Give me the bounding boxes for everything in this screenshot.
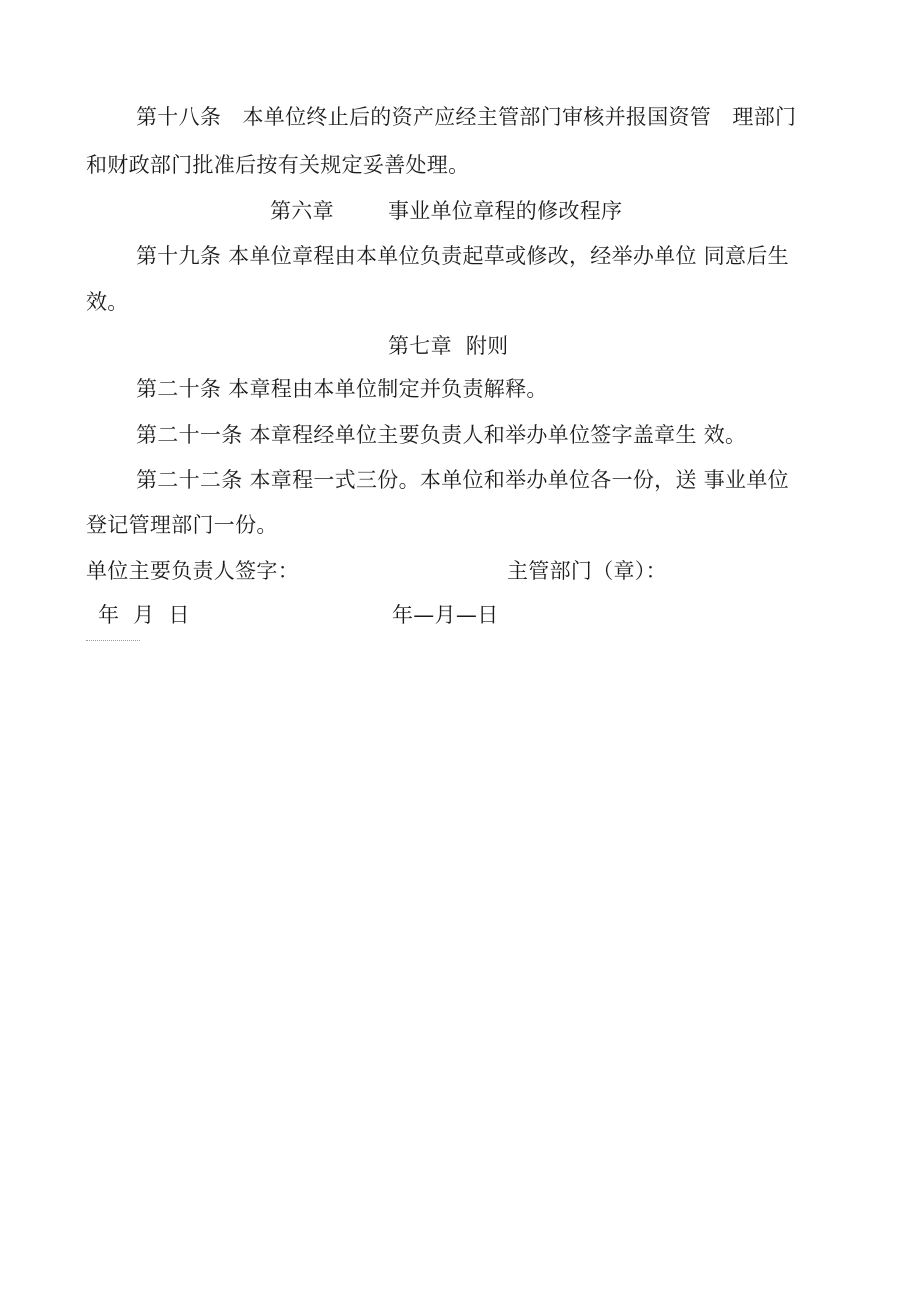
signature-right-label: 主管部门（章）： [507, 559, 667, 583]
article-21: 第二十一条 本章程经单位主要负责人和举办单位签字盖章生 效。 [136, 423, 747, 447]
article-18-line-2: 和财政部门批准后按有关规定妥善处理。 [86, 153, 470, 177]
chapter-7-heading: 第七章 附则 [388, 334, 509, 358]
article-19-line-2: 效。 [86, 290, 129, 314]
article-18-line-1: 第十八条 本单位终止后的资产应经主管部门审核并报国资管 理部门 [136, 105, 797, 129]
dotted-underline-mark [86, 640, 140, 641]
article-22-line-2: 登记管理部门一份。 [86, 513, 278, 537]
signature-right-date: 年—月—日 [392, 603, 499, 627]
article-22-line-1: 第二十二条 本章程一式三份。本单位和举办单位各一份，送 事业单位 [136, 468, 789, 492]
signature-left-label: 单位主要负责人签字： [86, 559, 299, 583]
article-20: 第二十条 本章程由本单位制定并负责解释。 [136, 377, 548, 401]
article-19-line-1: 第十九条 本单位章程由本单位负责起草或修改，经举办单位 同意后生 [136, 244, 789, 268]
chapter-6-title: 事业单位章程的修改程序 [388, 199, 623, 223]
chapter-6-number: 第六章 [270, 199, 334, 223]
signature-left-date: 年 月 日 [98, 603, 190, 627]
